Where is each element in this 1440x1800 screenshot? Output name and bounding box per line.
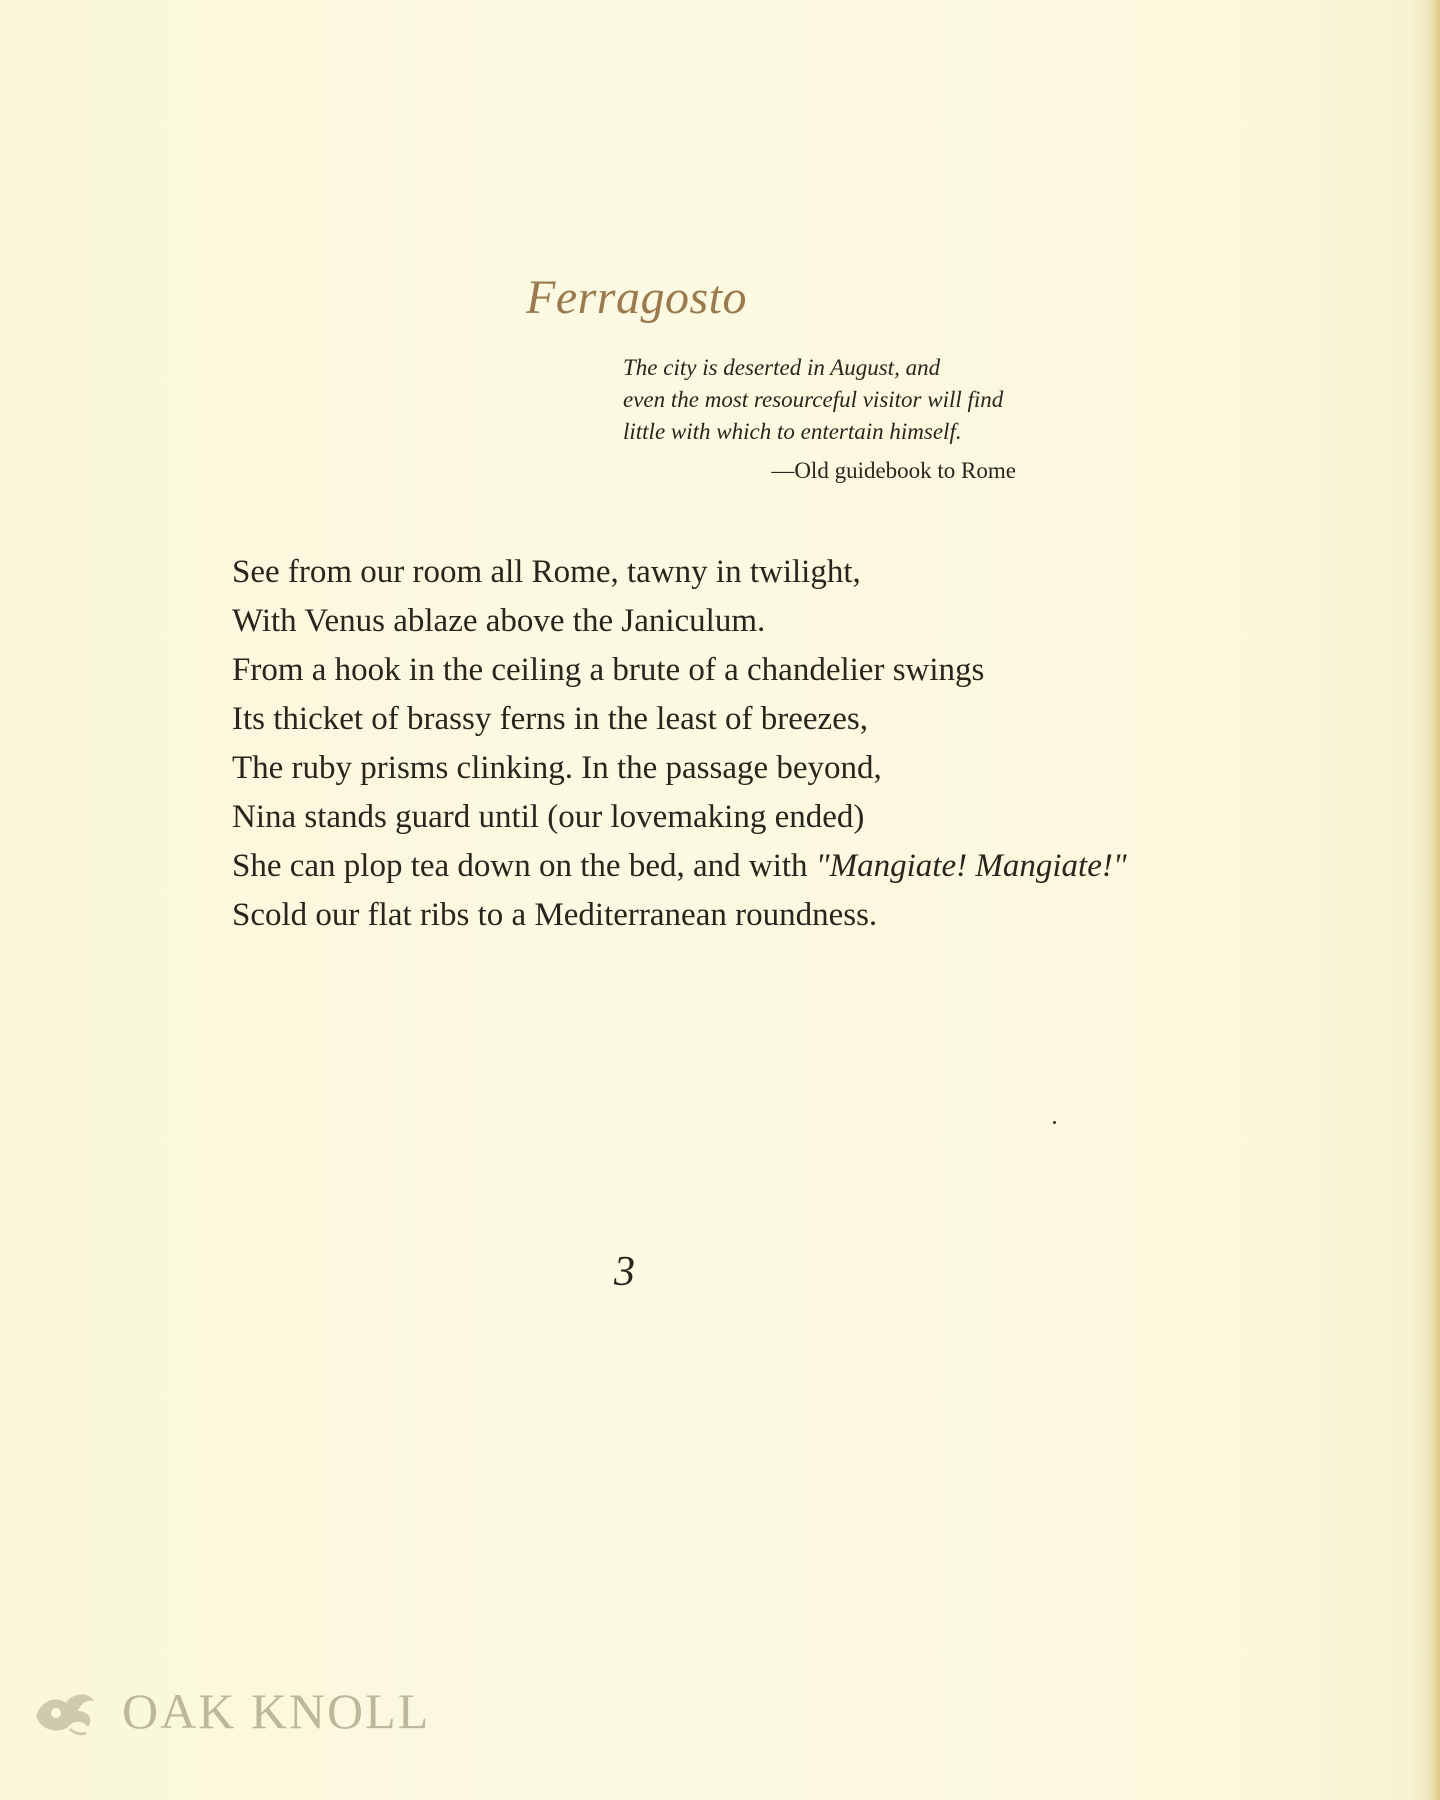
poem-line: [232, 842, 1127, 891]
epigraph: [623, 352, 1043, 448]
page-number: 3: [614, 1249, 635, 1295]
epigraph-attribution: —Old guidebook to Rome: [771, 458, 1016, 483]
poem-title: Ferragosto: [526, 271, 747, 324]
poem-line-text: She can plop tea down on the bed, and with: [232, 848, 816, 884]
poem-line: Its thicket of brassy ferns in the least of breezes,: [232, 701, 868, 737]
epigraph-line: little with which to entertain himself.: [623, 419, 962, 444]
poem-line: From a hook in the ceiling a brute of a chandelier swings: [232, 652, 985, 688]
poem-line-italic: "Mangiate! Mangiate!": [815, 848, 1127, 884]
poem-line: Nina stands guard until (our lovemaking ended): [232, 799, 865, 835]
poem-line: Scold our flat ribs to a Mediterranean roundness.: [232, 897, 878, 933]
watermark-text: OAK KNOLL: [122, 1683, 431, 1739]
oak-knoll-logo-icon: [30, 1683, 104, 1739]
poem-body: [232, 548, 1127, 940]
paper-speck: [1053, 1121, 1056, 1124]
page-edge: [1426, 0, 1440, 1800]
epigraph-line: even the most resourceful visitor will find: [623, 387, 1004, 412]
epigraph-line: The city is deserted in August, and: [623, 355, 941, 380]
poem-line: The ruby prisms clinking. In the passage beyond,: [232, 750, 882, 786]
poem-line: With Venus ablaze above the Janiculum.: [232, 603, 766, 639]
poem-line: See from our room all Rome, tawny in twilight,: [232, 554, 861, 590]
watermark: [30, 1682, 430, 1740]
